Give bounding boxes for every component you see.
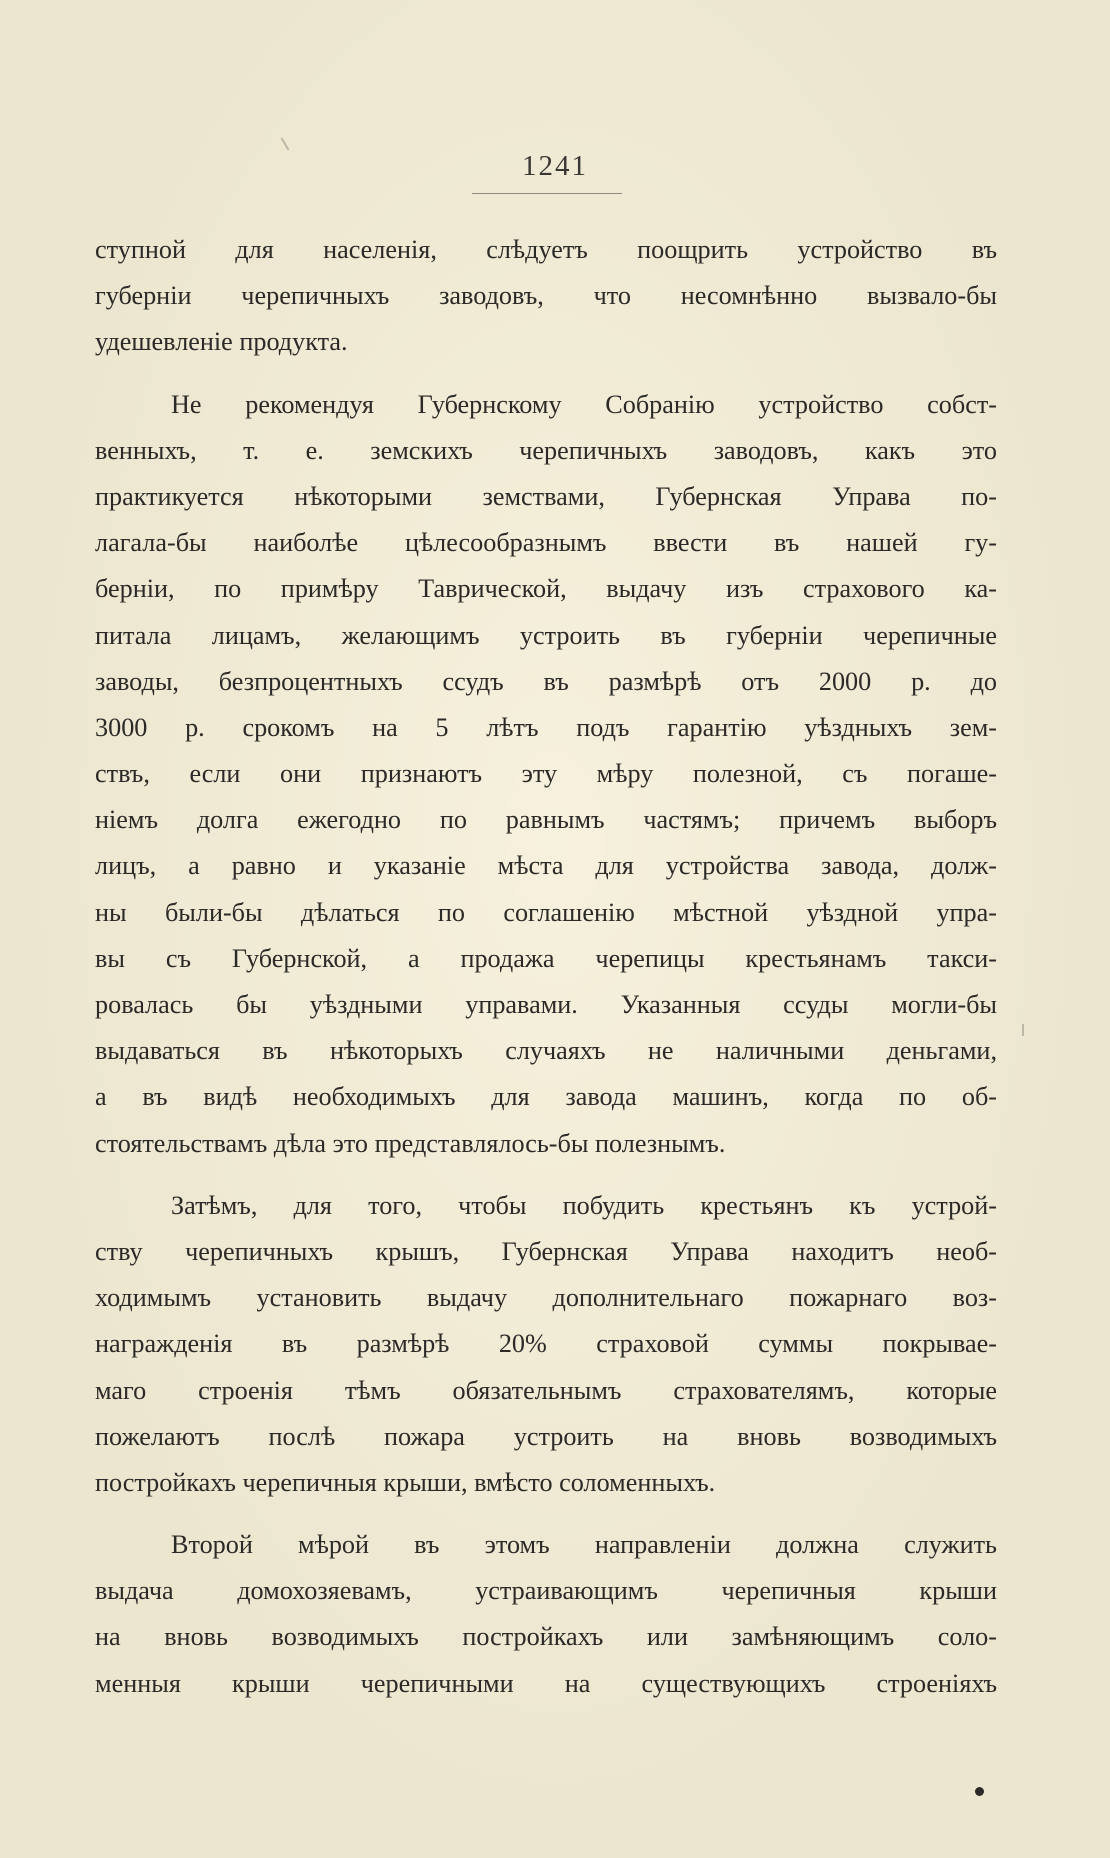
text-line: ніемъ долга ежегодно по равнымъ частямъ; причемъ выборъ <box>95 805 997 835</box>
text-line: пожелаютъ послѣ пожара устроить на вновь возводимыхъ <box>95 1421 997 1451</box>
paragraph-3 <box>95 1183 997 1506</box>
text-line: менныя крыши черепичными на существующихъ строеніяхъ <box>95 1668 997 1698</box>
paper-speck <box>1022 1024 1024 1036</box>
paragraph-2 <box>95 382 997 1167</box>
page-number: 1241 <box>522 150 588 182</box>
text-line: постройкахъ черепичныя крыши, вмѣсто соломенныхъ. <box>95 1467 716 1497</box>
text-line: ступной для населенія, слѣдуетъ поощрить устройство въ <box>95 235 997 264</box>
text-line: лицъ, а равно и указаніе мѣста для устройства завода, долж- <box>95 851 997 881</box>
text-line: ны были-бы дѣлаться по соглашенію мѣстной уѣздной упра- <box>95 897 997 927</box>
text-line: маго строенія тѣмъ обязательнымъ страхователямъ, которые <box>95 1375 997 1405</box>
text-line: 3000 р. срокомъ на 5 лѣтъ подъ гарантію уѣздныхъ зем- <box>95 712 997 742</box>
text-line: Не рекомендуя Губернскому Собранію устройство собст- <box>171 389 997 419</box>
text-line: ству черепичныхъ крышъ, Губернская Управа находитъ необ- <box>95 1236 997 1266</box>
paragraph-1 <box>95 227 997 366</box>
text-line: на вновь возводимыхъ постройкахъ или замѣняющимъ соло- <box>95 1622 997 1652</box>
text-line: ствъ, если они признаютъ эту мѣру полезной, съ погаше- <box>95 759 997 789</box>
text-line: Второй мѣрой въ этомъ направленіи должна служить <box>171 1530 997 1560</box>
text-line: выдача домохозяевамъ, устраивающимъ черепичныя крыши <box>95 1576 997 1606</box>
page-mark-dot <box>975 1787 984 1796</box>
text-line: ровалась бы уѣздными управами. Указанныя ссуды могли-бы <box>95 990 997 1019</box>
text-line: практикуется нѣкоторыми земствами, Губернская Управа по- <box>95 481 997 511</box>
text-line: губерніи черепичныхъ заводовъ, что несомнѣнно вызвало-бы <box>95 281 997 311</box>
text-line-with-percent <box>95 1321 997 1367</box>
text-line: выдаваться въ нѣкоторыхъ случаяхъ не наличными деньгами, <box>95 1036 997 1066</box>
body-text <box>95 227 997 1707</box>
paragraph-4 <box>95 1522 997 1707</box>
text-line: заводы, безпроцентныхъ ссудъ въ размѣрѣ отъ 2000 р. до <box>95 666 997 696</box>
text-line: лагала-бы наиболѣе цѣлесообразнымъ ввести въ нашей гу- <box>95 528 997 558</box>
text-line: ходимымъ установить выдачу дополнительнаго пожарнаго воз- <box>95 1283 997 1313</box>
line-tail: страховой суммы покрывае- <box>546 1329 997 1359</box>
text-line: вы съ Губернской, а продажа черепицы крестьянамъ такси- <box>95 943 997 973</box>
paper-speck <box>281 137 290 150</box>
header-rule <box>472 193 622 194</box>
text-line: а въ видѣ необходимыхъ для завода машинъ, когда по об- <box>95 1082 997 1112</box>
text-line: питала лицамъ, желающимъ устроить въ губерніи черепичные <box>95 620 997 650</box>
text-line: Затѣмъ, для того, чтобы побудить крестьянъ къ устрой- <box>171 1190 997 1220</box>
text-line: стоятельствамъ дѣла это представлялось-бы полезнымъ. <box>95 1128 726 1158</box>
text-line: берніи, по примѣру Таврической, выдачу изъ страхового ка- <box>95 574 997 604</box>
line-head: награжденія въ размѣрѣ 20% <box>95 1329 547 1359</box>
text-line: венныхъ, т. е. земскихъ черепичныхъ заводовъ, какъ это <box>95 435 997 465</box>
text-line: удешевленіе продукта. <box>95 327 348 357</box>
